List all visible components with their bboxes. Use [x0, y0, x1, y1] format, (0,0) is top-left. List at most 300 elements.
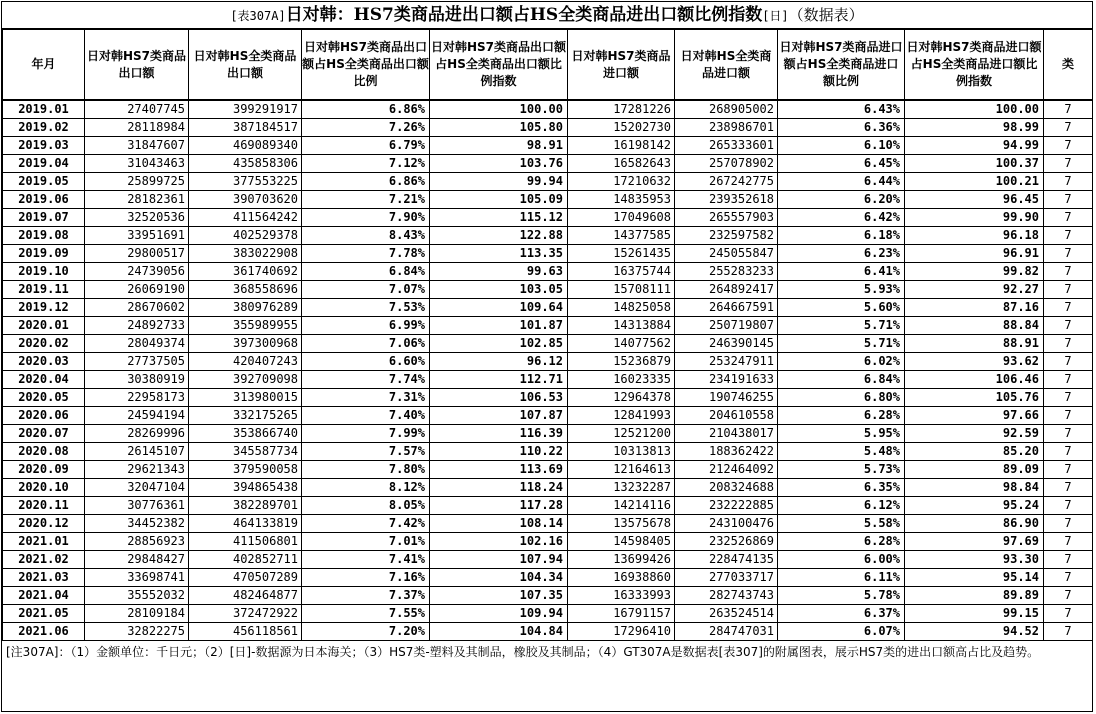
cell-all-import: 267242775	[675, 173, 778, 191]
cell-all-export: 402852711	[189, 551, 302, 569]
cell-month: 2019.08	[3, 227, 85, 245]
cell-export-index: 105.80	[430, 119, 568, 137]
cell-export-index: 107.35	[430, 587, 568, 605]
cell-category: 7	[1044, 407, 1093, 425]
cell-all-export: 402529378	[189, 227, 302, 245]
cell-import-index: 86.90	[905, 515, 1044, 533]
cell-export-index: 105.09	[430, 191, 568, 209]
table-row	[3, 515, 1093, 533]
cell-month: 2020.04	[3, 371, 85, 389]
cell-import-index: 98.84	[905, 479, 1044, 497]
cell-hs7-export: 30380919	[85, 371, 189, 389]
table-notes: [注307A]：（1）金额单位：千日元；（2）[日]-数据源为日本海关；（3）HS7类-塑料及其制品，橡胶及其制品；（4）GT307A是数据表[表307]的附属图表，展示HS7类的进出口额高占比及趋势。	[6, 645, 1040, 659]
cell-import-ratio: 5.73%	[778, 461, 905, 479]
table-row	[3, 119, 1093, 137]
column-header-hs7-import: 日对韩HS7类商品进口额	[568, 30, 675, 101]
cell-export-index: 96.12	[430, 353, 568, 371]
table-row	[3, 299, 1093, 317]
table-title	[2, 2, 1092, 29]
table-row	[3, 569, 1093, 587]
cell-month: 2019.05	[3, 173, 85, 191]
cell-import-index: 99.90	[905, 209, 1044, 227]
cell-month: 2020.10	[3, 479, 85, 497]
cell-hs7-import: 14825058	[568, 299, 675, 317]
table-row	[3, 371, 1093, 389]
cell-import-index: 100.21	[905, 173, 1044, 191]
title-suffix: （数据表）	[788, 6, 864, 24]
cell-all-export: 411564242	[189, 209, 302, 227]
cell-all-export: 361740692	[189, 263, 302, 281]
cell-all-import: 282743743	[675, 587, 778, 605]
column-header-category: 类	[1044, 30, 1093, 101]
cell-import-ratio: 6.84%	[778, 371, 905, 389]
cell-import-index: 97.66	[905, 407, 1044, 425]
cell-import-index: 92.59	[905, 425, 1044, 443]
table-row	[3, 191, 1093, 209]
cell-category: 7	[1044, 281, 1093, 299]
cell-hs7-import: 12841993	[568, 407, 675, 425]
cell-month: 2020.07	[3, 425, 85, 443]
cell-hs7-import: 17281226	[568, 100, 675, 119]
cell-category: 7	[1044, 191, 1093, 209]
cell-hs7-import: 13575678	[568, 515, 675, 533]
cell-hs7-export: 35552032	[85, 587, 189, 605]
cell-month: 2020.08	[3, 443, 85, 461]
cell-hs7-export: 26069190	[85, 281, 189, 299]
cell-hs7-export: 32047104	[85, 479, 189, 497]
cell-export-index: 104.84	[430, 623, 568, 641]
cell-import-index: 96.18	[905, 227, 1044, 245]
cell-hs7-import: 15236879	[568, 353, 675, 371]
cell-category: 7	[1044, 137, 1093, 155]
cell-all-import: 253247911	[675, 353, 778, 371]
cell-all-import: 232222885	[675, 497, 778, 515]
cell-month: 2020.05	[3, 389, 85, 407]
cell-hs7-export: 31043463	[85, 155, 189, 173]
cell-hs7-export: 28856923	[85, 533, 189, 551]
cell-hs7-import: 16791157	[568, 605, 675, 623]
cell-hs7-export: 25899725	[85, 173, 189, 191]
cell-month: 2020.09	[3, 461, 85, 479]
cell-import-ratio: 6.00%	[778, 551, 905, 569]
column-header-all-export: 日对韩HS全类商品出口额	[189, 30, 302, 101]
cell-export-index: 102.85	[430, 335, 568, 353]
cell-import-ratio: 6.12%	[778, 497, 905, 515]
cell-export-ratio: 6.84%	[302, 263, 430, 281]
cell-hs7-import: 14835953	[568, 191, 675, 209]
cell-hs7-export: 27737505	[85, 353, 189, 371]
cell-import-index: 98.99	[905, 119, 1044, 137]
cell-hs7-export: 31847607	[85, 137, 189, 155]
cell-category: 7	[1044, 497, 1093, 515]
cell-import-index: 89.09	[905, 461, 1044, 479]
column-header-month: 年月	[3, 30, 85, 101]
cell-import-index: 92.27	[905, 281, 1044, 299]
cell-export-ratio: 7.41%	[302, 551, 430, 569]
cell-hs7-import: 14077562	[568, 335, 675, 353]
cell-import-index: 100.00	[905, 100, 1044, 119]
cell-month: 2021.01	[3, 533, 85, 551]
cell-month: 2021.06	[3, 623, 85, 641]
cell-month: 2020.03	[3, 353, 85, 371]
cell-import-ratio: 5.60%	[778, 299, 905, 317]
cell-all-export: 353866740	[189, 425, 302, 443]
cell-month: 2019.04	[3, 155, 85, 173]
cell-hs7-export: 28109184	[85, 605, 189, 623]
cell-hs7-import: 16375744	[568, 263, 675, 281]
cell-hs7-export: 29848427	[85, 551, 189, 569]
table-row	[3, 551, 1093, 569]
cell-hs7-export: 29621343	[85, 461, 189, 479]
cell-category: 7	[1044, 299, 1093, 317]
cell-import-index: 94.99	[905, 137, 1044, 155]
cell-export-ratio: 7.21%	[302, 191, 430, 209]
cell-export-ratio: 7.74%	[302, 371, 430, 389]
table-row	[3, 209, 1093, 227]
cell-export-index: 102.16	[430, 533, 568, 551]
cell-hs7-import: 14313884	[568, 317, 675, 335]
table-row	[3, 497, 1093, 515]
cell-export-ratio: 7.12%	[302, 155, 430, 173]
cell-hs7-import: 12964378	[568, 389, 675, 407]
cell-all-import: 268905002	[675, 100, 778, 119]
cell-all-export: 387184517	[189, 119, 302, 137]
cell-export-ratio: 7.99%	[302, 425, 430, 443]
cell-import-index: 105.76	[905, 389, 1044, 407]
cell-import-index: 106.46	[905, 371, 1044, 389]
cell-hs7-import: 16333993	[568, 587, 675, 605]
cell-import-index: 85.20	[905, 443, 1044, 461]
cell-all-export: 482464877	[189, 587, 302, 605]
cell-export-index: 106.53	[430, 389, 568, 407]
table-row	[3, 317, 1093, 335]
cell-import-index: 88.91	[905, 335, 1044, 353]
cell-category: 7	[1044, 461, 1093, 479]
cell-month: 2019.02	[3, 119, 85, 137]
cell-import-ratio: 6.07%	[778, 623, 905, 641]
cell-export-ratio: 7.78%	[302, 245, 430, 263]
column-header-export-index: 日对韩HS7类商品出口额占HS全类商品出口额比例指数	[430, 30, 568, 101]
cell-month: 2019.09	[3, 245, 85, 263]
cell-import-ratio: 5.48%	[778, 443, 905, 461]
cell-export-ratio: 8.12%	[302, 479, 430, 497]
cell-hs7-export: 24594194	[85, 407, 189, 425]
cell-export-ratio: 7.16%	[302, 569, 430, 587]
cell-export-index: 107.94	[430, 551, 568, 569]
cell-hs7-import: 13699426	[568, 551, 675, 569]
cell-category: 7	[1044, 425, 1093, 443]
cell-export-ratio: 7.57%	[302, 443, 430, 461]
cell-export-index: 98.91	[430, 137, 568, 155]
cell-month: 2019.11	[3, 281, 85, 299]
cell-import-ratio: 5.71%	[778, 317, 905, 335]
cell-all-export: 345587734	[189, 443, 302, 461]
cell-all-import: 188362422	[675, 443, 778, 461]
cell-all-import: 238986701	[675, 119, 778, 137]
cell-all-import: 264667591	[675, 299, 778, 317]
cell-all-export: 394865438	[189, 479, 302, 497]
cell-import-index: 97.69	[905, 533, 1044, 551]
cell-export-index: 117.28	[430, 497, 568, 515]
cell-all-export: 372472922	[189, 605, 302, 623]
cell-category: 7	[1044, 353, 1093, 371]
cell-all-import: 232597582	[675, 227, 778, 245]
cell-hs7-export: 34452382	[85, 515, 189, 533]
column-header-export-ratio: 日对韩HS7类商品出口额占HS全类商品出口额比例	[302, 30, 430, 101]
cell-import-index: 95.14	[905, 569, 1044, 587]
cell-import-ratio: 6.36%	[778, 119, 905, 137]
cell-all-export: 390703620	[189, 191, 302, 209]
cell-all-import: 246390145	[675, 335, 778, 353]
column-header-import-ratio: 日对韩HS7类商品进口额占HS全类商品进口额比例	[778, 30, 905, 101]
cell-all-import: 243100476	[675, 515, 778, 533]
table-row	[3, 227, 1093, 245]
cell-import-index: 94.52	[905, 623, 1044, 641]
cell-all-import: 284747031	[675, 623, 778, 641]
cell-export-ratio: 8.43%	[302, 227, 430, 245]
cell-export-index: 118.24	[430, 479, 568, 497]
table-row	[3, 263, 1093, 281]
cell-export-index: 110.22	[430, 443, 568, 461]
cell-hs7-export: 33698741	[85, 569, 189, 587]
cell-import-index: 87.16	[905, 299, 1044, 317]
cell-import-ratio: 5.78%	[778, 587, 905, 605]
cell-hs7-export: 27407745	[85, 100, 189, 119]
data-sheet	[1, 1, 1093, 712]
cell-hs7-import: 15202730	[568, 119, 675, 137]
cell-hs7-import: 10313813	[568, 443, 675, 461]
cell-hs7-import: 14214116	[568, 497, 675, 515]
cell-export-ratio: 6.86%	[302, 173, 430, 191]
table-row	[3, 137, 1093, 155]
cell-export-ratio: 6.79%	[302, 137, 430, 155]
cell-export-index: 99.63	[430, 263, 568, 281]
cell-export-index: 99.94	[430, 173, 568, 191]
cell-category: 7	[1044, 100, 1093, 119]
cell-month: 2021.02	[3, 551, 85, 569]
cell-month: 2021.03	[3, 569, 85, 587]
cell-export-index: 103.05	[430, 281, 568, 299]
table-body	[3, 100, 1093, 641]
cell-export-ratio: 8.05%	[302, 497, 430, 515]
cell-category: 7	[1044, 569, 1093, 587]
cell-category: 7	[1044, 515, 1093, 533]
column-header-all-import: 日对韩HS全类商品进口额	[675, 30, 778, 101]
table-row	[3, 281, 1093, 299]
cell-all-import: 190746255	[675, 389, 778, 407]
cell-import-index: 99.15	[905, 605, 1044, 623]
cell-hs7-import: 12164613	[568, 461, 675, 479]
cell-export-ratio: 7.80%	[302, 461, 430, 479]
cell-import-ratio: 5.93%	[778, 281, 905, 299]
cell-export-ratio: 7.42%	[302, 515, 430, 533]
column-header-import-index: 日对韩HS7类商品进口额占HS全类商品进口额比例指数	[905, 30, 1044, 101]
cell-export-index: 108.14	[430, 515, 568, 533]
cell-category: 7	[1044, 551, 1093, 569]
cell-all-export: 332175265	[189, 407, 302, 425]
cell-category: 7	[1044, 335, 1093, 353]
cell-export-ratio: 7.37%	[302, 587, 430, 605]
cell-category: 7	[1044, 371, 1093, 389]
title-main: 日对韩：HS7类商品进出口额占HS全类商品进出口额比例指数	[285, 5, 763, 25]
cell-import-index: 89.89	[905, 587, 1044, 605]
cell-hs7-import: 16198142	[568, 137, 675, 155]
cell-export-index: 109.94	[430, 605, 568, 623]
title-source: [日]	[762, 9, 789, 23]
table-row	[3, 623, 1093, 641]
cell-export-ratio: 7.26%	[302, 119, 430, 137]
cell-category: 7	[1044, 623, 1093, 641]
cell-category: 7	[1044, 389, 1093, 407]
table-row	[3, 407, 1093, 425]
cell-import-index: 95.24	[905, 497, 1044, 515]
cell-all-import: 232526869	[675, 533, 778, 551]
cell-export-ratio: 7.07%	[302, 281, 430, 299]
cell-all-import: 210438017	[675, 425, 778, 443]
table-row	[3, 155, 1093, 173]
cell-export-index: 109.64	[430, 299, 568, 317]
cell-export-ratio: 7.55%	[302, 605, 430, 623]
cell-category: 7	[1044, 227, 1093, 245]
table-row	[3, 605, 1093, 623]
cell-import-ratio: 6.23%	[778, 245, 905, 263]
cell-import-index: 99.82	[905, 263, 1044, 281]
table-row	[3, 461, 1093, 479]
cell-month: 2019.03	[3, 137, 85, 155]
cell-import-ratio: 6.10%	[778, 137, 905, 155]
cell-month: 2020.11	[3, 497, 85, 515]
cell-import-ratio: 6.20%	[778, 191, 905, 209]
cell-all-export: 397300968	[189, 335, 302, 353]
column-header-hs7-export: 日对韩HS7类商品出口额	[85, 30, 189, 101]
cell-category: 7	[1044, 209, 1093, 227]
cell-export-index: 113.69	[430, 461, 568, 479]
cell-import-ratio: 6.44%	[778, 173, 905, 191]
cell-hs7-import: 17210632	[568, 173, 675, 191]
cell-category: 7	[1044, 119, 1093, 137]
cell-import-ratio: 5.58%	[778, 515, 905, 533]
cell-import-ratio: 6.43%	[778, 100, 905, 119]
cell-export-index: 103.76	[430, 155, 568, 173]
cell-hs7-export: 28182361	[85, 191, 189, 209]
cell-month: 2019.10	[3, 263, 85, 281]
cell-export-ratio: 6.60%	[302, 353, 430, 371]
cell-all-import: 234191633	[675, 371, 778, 389]
table-row	[3, 245, 1093, 263]
cell-month: 2021.04	[3, 587, 85, 605]
cell-category: 7	[1044, 479, 1093, 497]
cell-month: 2019.07	[3, 209, 85, 227]
cell-all-export: 377553225	[189, 173, 302, 191]
cell-category: 7	[1044, 533, 1093, 551]
cell-hs7-export: 22958173	[85, 389, 189, 407]
cell-import-ratio: 6.45%	[778, 155, 905, 173]
table-row	[3, 173, 1093, 191]
cell-import-ratio: 6.35%	[778, 479, 905, 497]
cell-import-ratio: 6.42%	[778, 209, 905, 227]
cell-all-import: 263524514	[675, 605, 778, 623]
cell-export-ratio: 6.86%	[302, 100, 430, 119]
cell-import-ratio: 6.11%	[778, 569, 905, 587]
cell-month: 2020.01	[3, 317, 85, 335]
cell-all-export: 411506801	[189, 533, 302, 551]
cell-all-import: 245055847	[675, 245, 778, 263]
cell-export-index: 100.00	[430, 100, 568, 119]
table-row	[3, 479, 1093, 497]
cell-month: 2020.06	[3, 407, 85, 425]
cell-all-export: 383022908	[189, 245, 302, 263]
table-row	[3, 587, 1093, 605]
cell-export-index: 104.34	[430, 569, 568, 587]
cell-all-export: 469089340	[189, 137, 302, 155]
cell-month: 2019.06	[3, 191, 85, 209]
cell-export-ratio: 7.31%	[302, 389, 430, 407]
table-row	[3, 100, 1093, 119]
cell-all-import: 239352618	[675, 191, 778, 209]
cell-hs7-export: 28118984	[85, 119, 189, 137]
cell-month: 2021.05	[3, 605, 85, 623]
cell-month: 2019.01	[3, 100, 85, 119]
cell-category: 7	[1044, 245, 1093, 263]
cell-export-ratio: 7.40%	[302, 407, 430, 425]
cell-hs7-export: 28049374	[85, 335, 189, 353]
cell-import-ratio: 5.71%	[778, 335, 905, 353]
cell-hs7-export: 24739056	[85, 263, 189, 281]
cell-all-import: 265333601	[675, 137, 778, 155]
cell-export-index: 116.39	[430, 425, 568, 443]
cell-hs7-import: 15708111	[568, 281, 675, 299]
cell-all-export: 420407243	[189, 353, 302, 371]
cell-all-export: 435858306	[189, 155, 302, 173]
cell-all-import: 264892417	[675, 281, 778, 299]
cell-hs7-import: 14598405	[568, 533, 675, 551]
cell-hs7-export: 32822275	[85, 623, 189, 641]
cell-hs7-import: 12521200	[568, 425, 675, 443]
table-row	[3, 389, 1093, 407]
cell-import-ratio: 6.28%	[778, 533, 905, 551]
cell-all-export: 355989955	[189, 317, 302, 335]
cell-hs7-import: 17049608	[568, 209, 675, 227]
cell-month: 2020.12	[3, 515, 85, 533]
cell-hs7-import: 13232287	[568, 479, 675, 497]
cell-hs7-import: 14377585	[568, 227, 675, 245]
cell-import-index: 88.84	[905, 317, 1044, 335]
cell-all-import: 204610558	[675, 407, 778, 425]
table-row	[3, 443, 1093, 461]
cell-export-ratio: 7.53%	[302, 299, 430, 317]
cell-all-export: 382289701	[189, 497, 302, 515]
cell-all-import: 257078902	[675, 155, 778, 173]
cell-hs7-import: 15261435	[568, 245, 675, 263]
cell-hs7-export: 28269996	[85, 425, 189, 443]
cell-hs7-import: 16023335	[568, 371, 675, 389]
cell-import-ratio: 6.37%	[778, 605, 905, 623]
cell-import-ratio: 6.02%	[778, 353, 905, 371]
cell-category: 7	[1044, 443, 1093, 461]
cell-export-ratio: 7.90%	[302, 209, 430, 227]
cell-all-export: 392709098	[189, 371, 302, 389]
cell-hs7-import: 16582643	[568, 155, 675, 173]
cell-hs7-export: 33951691	[85, 227, 189, 245]
cell-export-index: 122.88	[430, 227, 568, 245]
cell-month: 2020.02	[3, 335, 85, 353]
cell-export-index: 112.71	[430, 371, 568, 389]
cell-hs7-export: 26145107	[85, 443, 189, 461]
cell-export-index: 107.87	[430, 407, 568, 425]
cell-all-export: 470507289	[189, 569, 302, 587]
cell-hs7-export: 28670602	[85, 299, 189, 317]
cell-all-import: 250719807	[675, 317, 778, 335]
